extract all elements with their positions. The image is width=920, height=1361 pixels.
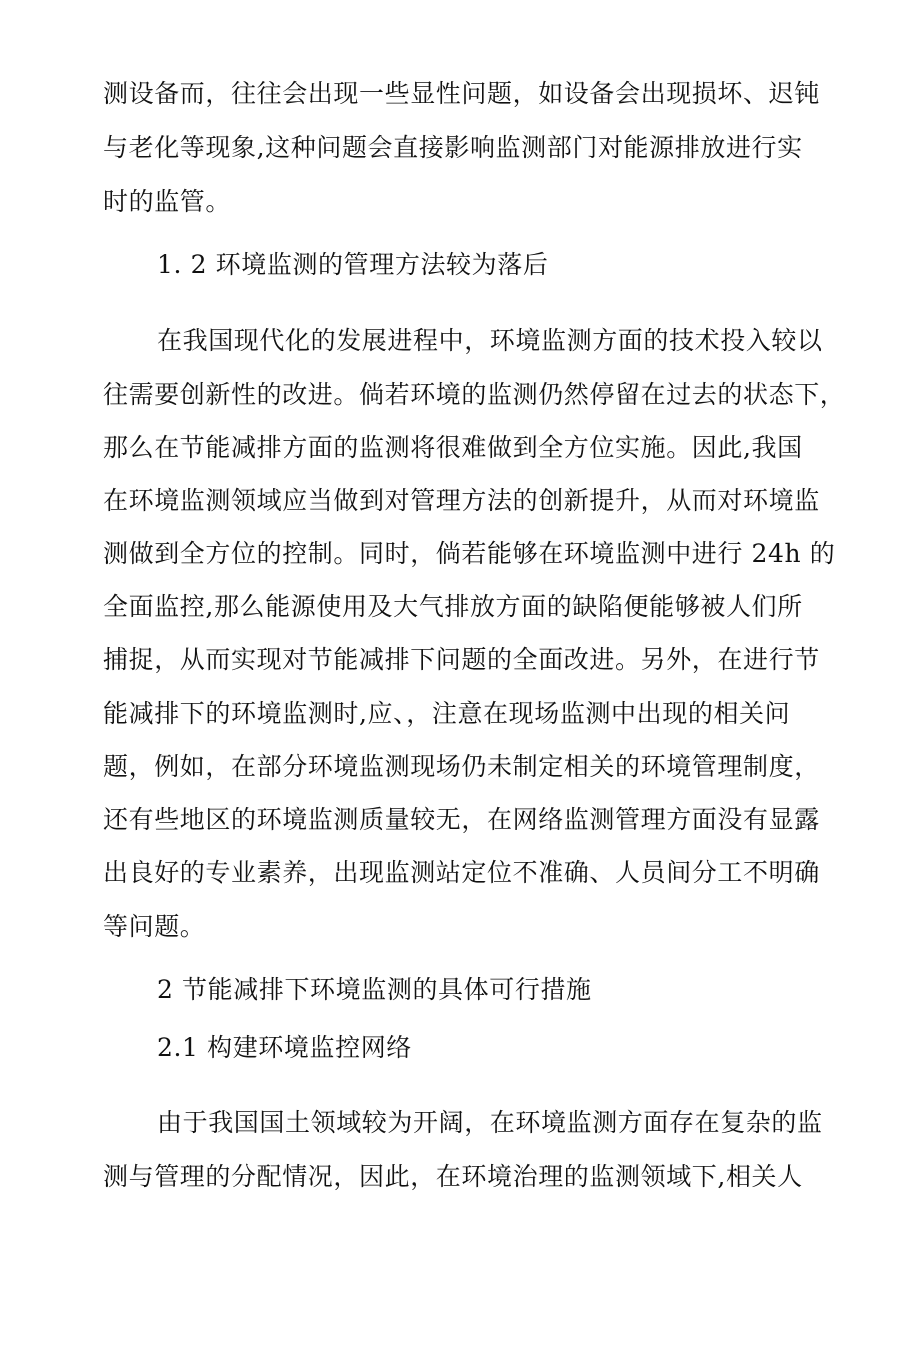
paragraph-2-line-3: 那么在节能减排方面的监测将很难做到全方位实施。因此,我国 xyxy=(103,433,803,462)
paragraph-2-line-5: 测做到全方位的控制。同时，倘若能够在环境监测中进行 24h 的 xyxy=(103,539,836,568)
paragraph-3-line-1: 由于我国国土领域较为开阔，在环境监测方面存在复杂的监 xyxy=(157,1108,823,1137)
paragraph-2-line-6: 全面监控,那么能源使用及大气排放方面的缺陷便能够被人们所 xyxy=(103,592,803,621)
paragraph-1-line-3: 时的监管。 xyxy=(103,187,232,216)
paragraph-2-line-1: 在我国现代化的发展进程中，环境监测方面的技术投入较以 xyxy=(157,326,823,355)
section-heading-2: 2 节能减排下环境监测的具体可行措施 xyxy=(157,975,592,1004)
paragraph-2-line-8: 能减排下的环境监测时,应、，注意在现场监测中出现的相关问 xyxy=(103,699,791,728)
paragraph-2-line-2: 往需要创新性的改进。倘若环境的监测仍然停留在过去的状态下， xyxy=(103,380,846,409)
paragraph-2-line-10: 还有些地区的环境监测质量较无，在网络监测管理方面没有显露 xyxy=(103,805,820,834)
paragraph-1-line-1: 测设备而，往往会出现一些显性问题，如设备会出现损坏、迟钝 xyxy=(103,79,820,108)
paragraph-2-line-4: 在环境监测领域应当做到对管理方法的创新提升，从而对环境监 xyxy=(103,486,820,515)
paragraph-2-line-7: 捕捉，从而实现对节能减排下问题的全面改进。另外，在进行节 xyxy=(103,645,820,674)
paragraph-2-line-11: 出良好的专业素养，出现监测站定位不准确、人员间分工不明确 xyxy=(103,858,820,887)
paragraph-1-line-2: 与老化等现象,这种问题会直接影响监测部门对能源排放进行实 xyxy=(103,133,803,162)
paragraph-2-line-9: 题，例如，在部分环境监测现场仍未制定相关的环境管理制度， xyxy=(103,752,820,781)
paragraph-2-line-12: 等问题。 xyxy=(103,912,206,941)
section-heading-1-2: 1. 2 环境监测的管理方法较为落后 xyxy=(157,250,549,279)
section-heading-2-1: 2.1 构建环境监控网络 xyxy=(157,1033,412,1062)
paragraph-3-line-2: 测与管理的分配情况，因此，在环境治理的监测领域下,相关人 xyxy=(103,1162,803,1191)
